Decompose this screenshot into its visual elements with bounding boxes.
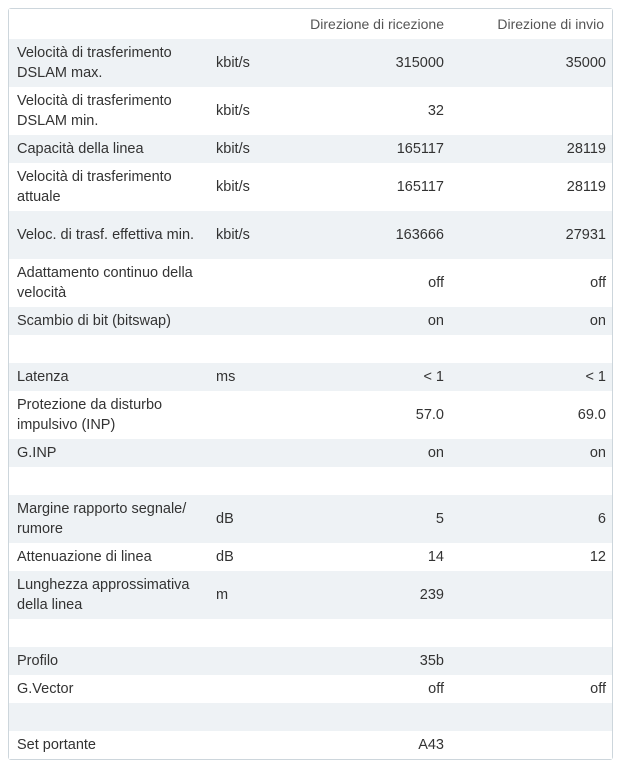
row-label: Scambio di bit (bitswap) [9,307,212,335]
row-tx-value: 27931 [452,211,612,259]
table-row [9,647,612,675]
spacer-row [9,619,612,647]
row-unit: kbit/s [212,87,296,135]
row-tx-value [452,731,612,759]
row-rx-value: 35b [296,647,452,675]
row-label: Velocità di trasferimento DSLAM min. [9,87,212,135]
row-label: Lunghezza approssimativa della linea [9,571,212,619]
row-tx-value [452,467,612,495]
row-unit: kbit/s [212,211,296,259]
row-rx-value [296,619,452,647]
row-rx-value: 165117 [296,135,452,163]
row-label: Veloc. di trasf. effettiva min. [9,211,212,259]
table-row [9,439,612,467]
row-unit: kbit/s [212,39,296,87]
table-row [9,363,612,391]
row-unit [212,731,296,759]
row-label [9,335,212,363]
row-tx-value: 12 [452,543,612,571]
table-row [9,211,612,259]
row-tx-value [452,703,612,731]
row-tx-value: on [452,307,612,335]
row-label: Margine rapporto segnale/ rumore [9,495,212,543]
row-tx-value [452,335,612,363]
header-label-empty [9,9,212,39]
row-tx-value: on [452,439,612,467]
row-tx-value [452,619,612,647]
spacer-row [9,335,612,363]
row-rx-value: 57.0 [296,391,452,439]
row-rx-value: 32 [296,87,452,135]
table-row [9,391,612,439]
row-tx-value: 28119 [452,163,612,211]
row-rx-value [296,703,452,731]
row-label: Protezione da disturbo impulsivo (INP) [9,391,212,439]
row-tx-value: 28119 [452,135,612,163]
row-unit [212,675,296,703]
row-rx-value: < 1 [296,363,452,391]
row-unit [212,439,296,467]
row-unit [212,703,296,731]
table-row [9,495,612,543]
row-tx-value: 6 [452,495,612,543]
row-tx-value: off [452,259,612,307]
row-rx-value: off [296,259,452,307]
row-unit [212,259,296,307]
row-label: Capacità della linea [9,135,212,163]
row-label: G.Vector [9,675,212,703]
row-label [9,703,212,731]
row-label [9,619,212,647]
table-row [9,731,612,759]
header-rx: Direzione di ricezione [296,9,452,39]
header-tx: Direzione di invio [452,9,612,39]
table-row [9,307,612,335]
row-tx-value: off [452,675,612,703]
row-unit: dB [212,543,296,571]
row-tx-value: 35000 [452,39,612,87]
table-row [9,39,612,87]
row-label: Velocità di trasferimento DSLAM max. [9,39,212,87]
spacer-row [9,467,612,495]
row-tx-value: 69.0 [452,391,612,439]
row-tx-value: < 1 [452,363,612,391]
row-rx-value [296,335,452,363]
row-label: G.INP [9,439,212,467]
header-unit-empty [212,9,296,39]
row-label: Velocità di trasferimento attuale [9,163,212,211]
row-rx-value: on [296,307,452,335]
row-rx-value: 165117 [296,163,452,211]
table-row [9,135,612,163]
table-row [9,543,612,571]
table-row [9,87,612,135]
row-rx-value: A43 [296,731,452,759]
dsl-stats-table [9,9,612,759]
row-rx-value: 14 [296,543,452,571]
row-label: Attenuazione di linea [9,543,212,571]
row-rx-value: 5 [296,495,452,543]
table-row [9,571,612,619]
row-unit [212,647,296,675]
row-rx-value: on [296,439,452,467]
row-unit [212,619,296,647]
row-rx-value [296,467,452,495]
row-unit: m [212,571,296,619]
row-tx-value [452,571,612,619]
table-row [9,259,612,307]
row-rx-value: off [296,675,452,703]
row-unit [212,335,296,363]
row-label: Adattamento continuo della velocità [9,259,212,307]
row-unit [212,467,296,495]
row-tx-value [452,647,612,675]
row-unit [212,391,296,439]
table-row [9,163,612,211]
row-unit: ms [212,363,296,391]
table-header-row [9,9,612,39]
row-label: Latenza [9,363,212,391]
row-unit: kbit/s [212,135,296,163]
row-tx-value [452,87,612,135]
spacer-row [9,703,612,731]
row-label: Profilo [9,647,212,675]
row-rx-value: 239 [296,571,452,619]
table-row [9,675,612,703]
row-rx-value: 163666 [296,211,452,259]
row-unit: dB [212,495,296,543]
row-rx-value: 315000 [296,39,452,87]
row-unit: kbit/s [212,163,296,211]
dsl-info-panel [8,8,613,760]
row-unit [212,307,296,335]
row-label: Set portante [9,731,212,759]
row-label [9,467,212,495]
